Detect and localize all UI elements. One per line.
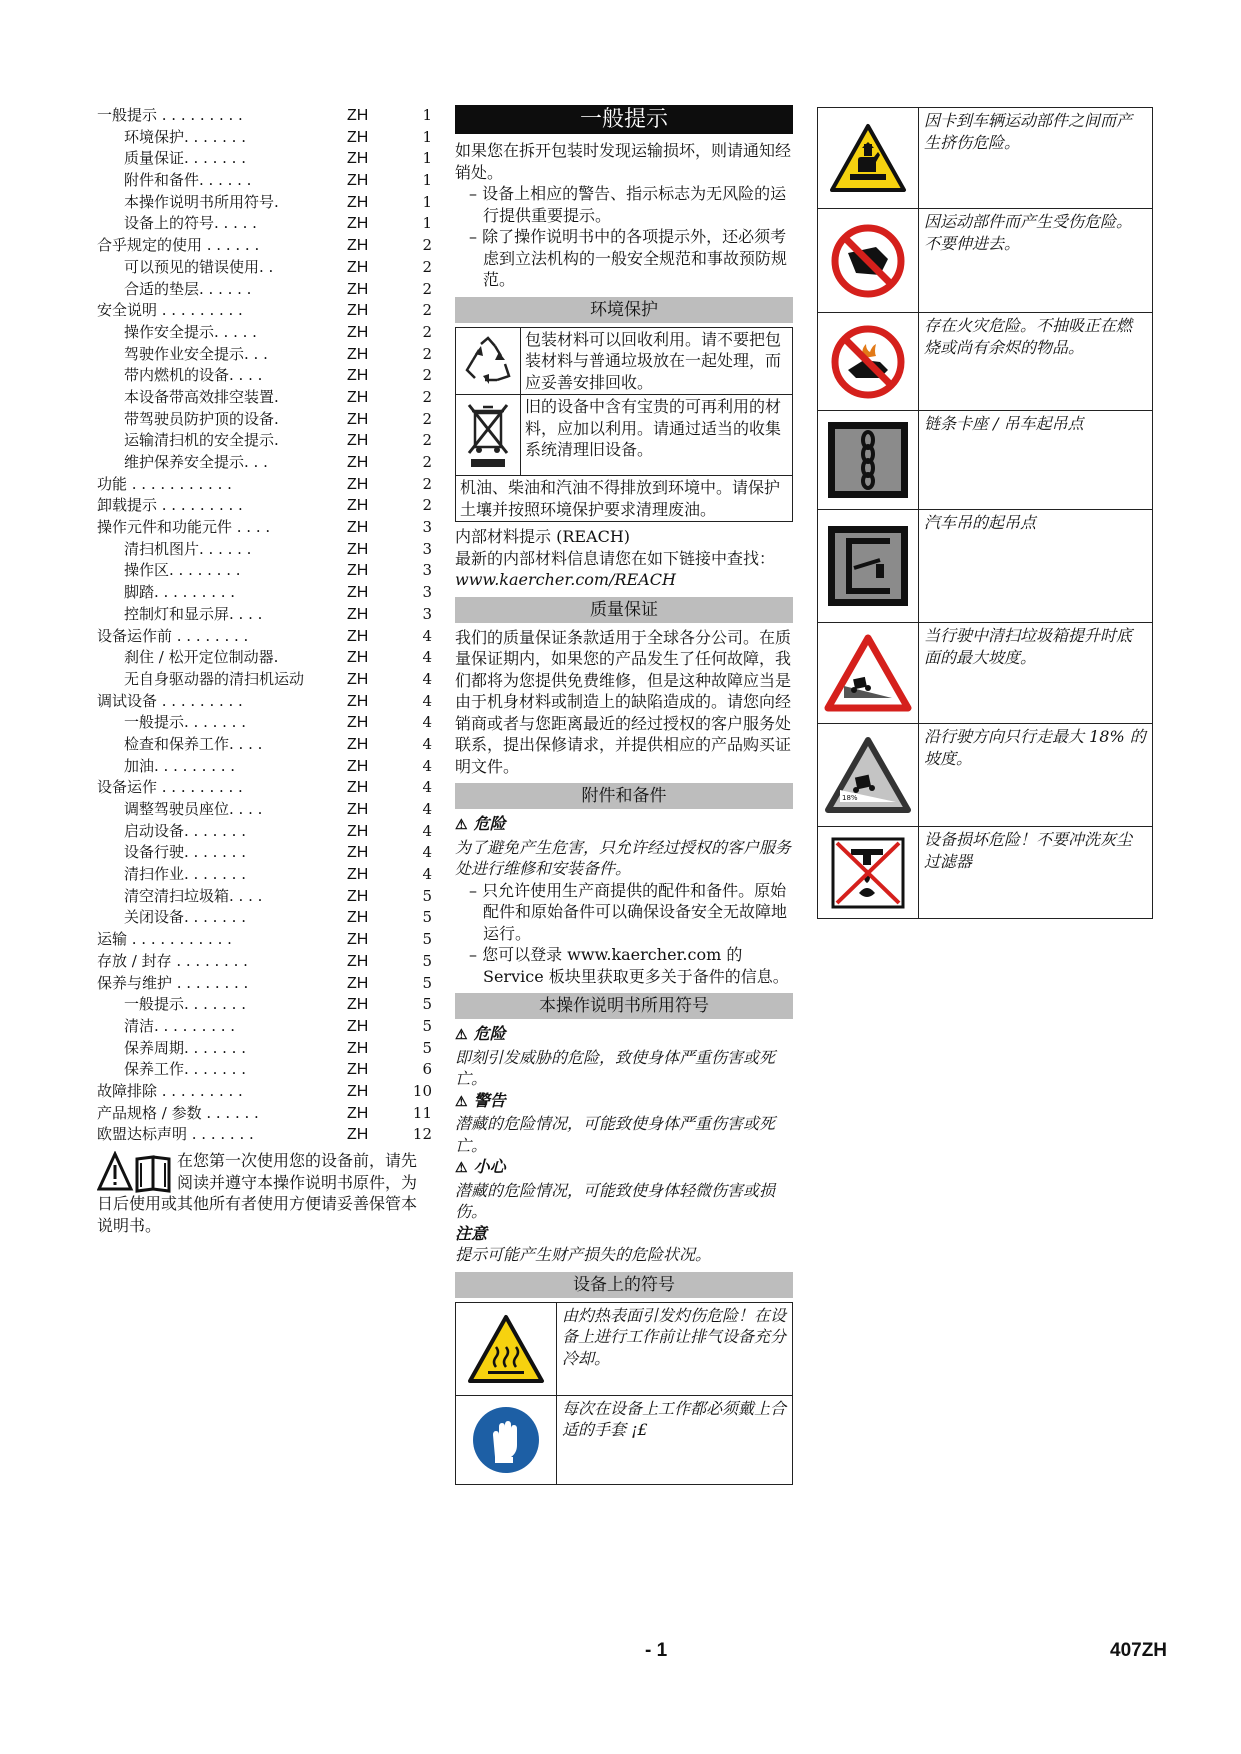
read-manual-note: 在您第一次使用您的设备前，请先阅读并遵守本操作说明书原件，为日后使用或其他所有者使用方便请妥善保管本说明书。 xyxy=(97,1151,418,1235)
toc-lang: ZH xyxy=(347,605,369,623)
toc-page: 1 xyxy=(422,192,432,211)
toc-lang: ZH xyxy=(347,302,369,320)
toc-lang: ZH xyxy=(347,931,369,949)
toc-title: 调整驾驶员座位. . . . xyxy=(124,800,263,818)
svg-text:18%: 18% xyxy=(842,794,858,802)
toc-title: 保养与维护 . . . . . . . . xyxy=(97,973,249,992)
symbol-row xyxy=(456,1303,792,1396)
toc-title: 启动设备. . . . . . . xyxy=(124,821,246,840)
symbol-row xyxy=(818,827,1152,918)
symbol-row xyxy=(818,313,1152,411)
toc-page: 1 xyxy=(422,171,432,190)
toc-page: 5 xyxy=(422,973,432,992)
section-title-accessories: 附件和备件 xyxy=(455,783,793,809)
toc-page: 2 xyxy=(422,409,432,428)
toc-page: 2 xyxy=(422,431,432,450)
toc-title: 设备行驶. . . . . . . xyxy=(124,843,246,862)
symbol-text: 沿行驶方向只行走最大 18% 的坡度。 xyxy=(924,727,1146,768)
toc-entry[interactable] xyxy=(97,257,432,279)
symbol-text: 潜藏的危险情况，可能致使身体轻微伤害或损伤。 xyxy=(455,1180,776,1221)
symbol-row xyxy=(456,1396,792,1484)
toc-title: 设备上的符号. . . . . xyxy=(124,214,257,233)
toc-title: 脚踏. . . . . . . . . xyxy=(124,583,236,602)
no-reaching-in-icon xyxy=(830,223,906,299)
toc-entry[interactable] xyxy=(97,821,432,843)
hot-surface-warning-icon xyxy=(466,1313,546,1385)
accessories-bullet: – 只允许使用生产商提供的配件和备件。原始配件和原始备件可以确保设备安全无故障地运行。 xyxy=(469,880,788,943)
toc-page: 2 xyxy=(422,236,432,255)
toc-lang: ZH xyxy=(347,540,369,558)
toc-lang: ZH xyxy=(347,1039,369,1057)
general-bullet: – 设备上相应的警告、指示标志为无风险的运行提供重要提示。 xyxy=(469,184,787,225)
toc-page: 3 xyxy=(422,604,432,623)
toc-title: 可以预见的错误使用. . xyxy=(124,257,274,276)
toc-page: 4 xyxy=(422,691,432,710)
toc-lang: ZH xyxy=(347,844,369,862)
toc-entry[interactable] xyxy=(97,973,432,995)
toc-page: 5 xyxy=(422,930,432,949)
toc-entry[interactable] xyxy=(97,409,432,431)
toc-page: 4 xyxy=(422,865,432,884)
toc-page: 2 xyxy=(422,366,432,385)
toc-lang: ZH xyxy=(347,475,369,493)
environment-row xyxy=(456,395,792,476)
symbol-text: 潜藏的危险情况，可能致使身体严重伤害或死亡。 xyxy=(455,1114,776,1155)
toc-lang: ZH xyxy=(347,1126,369,1144)
toc-lang: ZH xyxy=(347,367,369,385)
symbol-row xyxy=(818,724,1152,827)
toc-title: 操作区. . . . . . . . xyxy=(124,561,241,580)
toc-page: 5 xyxy=(422,886,432,905)
toc-title: 一般提示. . . . . . . xyxy=(124,713,246,732)
right-symbols-column xyxy=(817,107,1153,919)
symbol-text: 链条卡座 / 吊车起吊点 xyxy=(924,414,1084,433)
toc-page: 12 xyxy=(412,1125,432,1144)
symbol-text: 即刻引发威胁的危险，致使身体严重伤害或死亡。 xyxy=(455,1047,776,1088)
toc-page: 2 xyxy=(422,344,432,363)
toc-page: 4 xyxy=(422,843,432,862)
toc-lang: ZH xyxy=(347,410,369,428)
symbol-row xyxy=(818,411,1152,510)
toc-lang: ZH xyxy=(347,779,369,797)
toc-entry[interactable] xyxy=(97,647,432,669)
toc-lang: ZH xyxy=(347,974,369,992)
symbol-label-warning: ⚠ 警告 xyxy=(455,1090,506,1110)
warning-triangle-icon: ⚠ xyxy=(455,1160,468,1176)
toc-page: 3 xyxy=(422,561,432,580)
toc-lang: ZH xyxy=(347,584,369,602)
toc-lang: ZH xyxy=(347,215,369,233)
toc-page: 5 xyxy=(422,951,432,970)
reach-title: 内部材料提示 (REACH) xyxy=(455,527,631,546)
warning-triangle-icon: ⚠ xyxy=(455,1027,468,1043)
toc-lang: ZH xyxy=(347,150,369,168)
toc-entry[interactable] xyxy=(97,734,432,756)
toc-entry[interactable] xyxy=(97,322,432,344)
toc-page: 4 xyxy=(422,756,432,775)
toc-entry[interactable] xyxy=(97,495,432,517)
symbol-row xyxy=(818,108,1152,209)
toc-lang: ZH xyxy=(347,1017,369,1035)
toc-lang: ZH xyxy=(347,323,369,341)
symbol-text: 存在火灾危险。不抽吸正在燃烧或尚有余烬的物品。 xyxy=(924,316,1133,357)
toc-lang: ZH xyxy=(347,258,369,276)
toc-title: 运输清扫机的安全提示. xyxy=(124,431,279,450)
toc-page: 11 xyxy=(412,1103,432,1122)
toc-entry[interactable] xyxy=(97,279,432,301)
toc-lang: ZH xyxy=(347,996,369,1014)
toc-lang: ZH xyxy=(347,562,369,580)
toc-entry[interactable] xyxy=(97,864,432,886)
page-number: - 1 xyxy=(645,1640,668,1661)
toc-title: 无自身驱动器的清扫机运动 xyxy=(124,669,305,688)
toc-lang: ZH xyxy=(347,692,369,710)
chain-anchor-icon xyxy=(826,420,910,500)
toc-entry[interactable] xyxy=(97,582,432,604)
toc-entry[interactable] xyxy=(97,365,432,387)
toc-page: 2 xyxy=(422,322,432,341)
toc-title: 一般提示. . . . . . . xyxy=(124,995,246,1014)
environment-text: 旧的设备中含有宝贵的可再利用的材料，应加以利用。请通过适当的收集系统清理旧设备。 xyxy=(525,397,782,459)
toc-page: 2 xyxy=(422,387,432,406)
toc-lang: ZH xyxy=(347,454,369,471)
symbol-text: 由灼热表面引发灼伤危险！在设备上进行工作前让排气设备充分冷却。 xyxy=(562,1305,787,1368)
table-of-contents xyxy=(97,105,432,1236)
symbol-label-caution: ⚠ 小心 xyxy=(455,1157,506,1176)
toc-entry[interactable] xyxy=(97,626,432,648)
toc-entry[interactable] xyxy=(97,517,432,539)
symbol-row xyxy=(818,209,1152,313)
symbol-label-danger: ⚠ 危险 xyxy=(455,1024,506,1043)
general-intro: 如果您在拆开包装时发现运输损坏，则请通知经销处。 xyxy=(455,141,792,182)
toc-lang: ZH xyxy=(347,887,369,905)
toc-lang: ZH xyxy=(347,735,369,753)
toc-title: 欧盟达标声明 . . . . . . . xyxy=(97,1125,254,1144)
symbol-text: 汽车吊的起吊点 xyxy=(924,513,1037,532)
toc-title: 产品规格 / 参数 . . . . . . xyxy=(97,1103,259,1122)
warning-triangle-icon: ⚠ xyxy=(455,817,468,833)
toc-title: 维护保养安全提示. . . xyxy=(124,453,268,471)
danger-text: 为了避免产生危害，只允许经过授权的客户服务处进行维修和安装备件。 xyxy=(455,837,792,878)
toc-page: 4 xyxy=(422,648,432,667)
toc-title: 保养周期. . . . . . . xyxy=(124,1038,246,1057)
toc-lang: ZH xyxy=(347,714,369,732)
toc-lang: ZH xyxy=(347,388,369,406)
toc-entry[interactable] xyxy=(97,712,432,734)
toc-lang: ZH xyxy=(347,757,369,775)
toc-lang: ZH xyxy=(347,237,369,255)
symbol-text: 因运动部件而产生受伤危险。不要伸进去。 xyxy=(924,212,1133,253)
toc-lang: ZH xyxy=(347,952,369,970)
toc-page: 2 xyxy=(422,301,432,320)
reach-link[interactable]: www.kaercher.com/REACH xyxy=(455,570,676,589)
toc-lang: ZH xyxy=(347,1104,369,1122)
toc-title: 检查和保养工作. . . . xyxy=(124,734,263,753)
symbol-text: 设备损坏危险！不要冲洗灰尘过滤器 xyxy=(924,830,1133,871)
toc-entry[interactable] xyxy=(97,127,432,149)
toc-title: 设备运作前 . . . . . . . . xyxy=(97,626,249,645)
toc-entry[interactable] xyxy=(97,560,432,582)
device-symbols-table-right xyxy=(817,107,1153,919)
toc-entry[interactable] xyxy=(97,1124,432,1146)
toc-lang: ZH xyxy=(347,866,369,884)
toc-entry[interactable] xyxy=(97,929,432,951)
toc-entry[interactable] xyxy=(97,170,432,192)
toc-lang: ZH xyxy=(347,497,369,515)
crossed-bin-icon xyxy=(463,399,513,471)
toc-entry[interactable] xyxy=(97,1081,432,1103)
toc-entry[interactable] xyxy=(97,994,432,1016)
symbol-text: 每次在设备上工作都必须戴上合适的手套 ¡£ xyxy=(562,1398,787,1439)
toc-lang: ZH xyxy=(347,519,369,537)
toc-title: 保养工作. . . . . . . xyxy=(124,1060,246,1079)
toc-title: 加油. . . . . . . . . xyxy=(124,756,236,775)
toc-lang: ZH xyxy=(347,1082,369,1100)
toc-title: 本操作说明书所用符号. xyxy=(124,192,279,211)
toc-title: 设备运作 . . . . . . . . . xyxy=(97,778,243,797)
environment-footer: 机油、柴油和汽油不得排放到环境中。请保护土壤并按照环境保护要求清理废油。 xyxy=(460,478,781,519)
toc-entry[interactable] xyxy=(97,387,432,409)
toc-lang: ZH xyxy=(347,822,369,840)
toc-lang: ZH xyxy=(347,909,369,927)
symbol-text: 因卡到车辆运动部件之间而产生挤伤危险。 xyxy=(924,111,1133,152)
quality-text: 我们的质量保证条款适用于全球各分公司。在质量保证期内，如果您的产品发生了任何故障，我们都将为您提供免费维修，但是这种故障应当是由于机身材料或制造上的缺陷造成的。请您向经销商或者与您距离最近的经过授权的客户服务处联系，提出保修请求，并提供相应的产品购买证明文件。 xyxy=(455,627,792,776)
toc-title: 关闭设备. . . . . . . xyxy=(124,908,246,927)
toc-entry[interactable] xyxy=(97,1016,432,1038)
toc-entry[interactable] xyxy=(97,344,432,366)
toc-title: 调试设备 . . . . . . . . . xyxy=(97,691,243,710)
toc-page: 4 xyxy=(422,626,432,645)
toc-title: 故障排除 . . . . . . . . . xyxy=(97,1081,243,1100)
toc-entry[interactable] xyxy=(97,799,432,821)
toc-lang: ZH xyxy=(347,670,369,688)
toc-entry[interactable] xyxy=(97,777,432,799)
toc-entry[interactable] xyxy=(97,105,432,127)
toc-lang: ZH xyxy=(347,107,369,124)
no-water-filter-icon xyxy=(829,835,907,911)
toc-lang: ZH xyxy=(347,172,369,190)
toc-page: 4 xyxy=(422,821,432,840)
toc-title: 驾驶作业安全提示. . . xyxy=(124,344,268,363)
toc-lang: ZH xyxy=(347,345,369,363)
toc-entry[interactable] xyxy=(97,148,432,170)
toc-title: 环境保护. . . . . . . xyxy=(124,127,246,146)
toc-entry[interactable] xyxy=(97,452,432,474)
toc-entry[interactable] xyxy=(97,756,432,778)
slope-warning-red-icon xyxy=(824,634,912,712)
accessories-bullet: – 您可以登录 www.kaercher.com 的 Service 板块里获取更多关于备件的信息。 xyxy=(469,945,789,986)
symbol-text: 当行驶中清扫垃圾箱提升时底面的最大坡度。 xyxy=(924,626,1133,667)
symbol-text: 提示可能产生财产损失的危险状况。 xyxy=(455,1245,712,1264)
toc-title: 清空清扫垃圾箱. . . . xyxy=(124,886,263,905)
toc-entry[interactable] xyxy=(97,235,432,257)
toc-entry[interactable] xyxy=(97,300,432,322)
toc-page: 1 xyxy=(422,149,432,168)
toc-lang: ZH xyxy=(347,280,369,298)
toc-title: 操作安全提示. . . . . xyxy=(124,322,257,341)
toc-page: 5 xyxy=(422,995,432,1014)
toc-title: 清洁. . . . . . . . . xyxy=(124,1016,236,1035)
toc-title: 质量保证. . . . . . . xyxy=(124,149,246,168)
toc-title: 附件和备件. . . . . . xyxy=(124,171,252,190)
toc-page: 1 xyxy=(422,214,432,233)
toc-entry[interactable] xyxy=(97,691,432,713)
toc-entry[interactable] xyxy=(97,886,432,908)
toc-entry[interactable] xyxy=(97,1059,432,1081)
toc-title: 控制灯和显示屏. . . . xyxy=(124,604,263,623)
danger-label: ⚠ 危险 xyxy=(455,814,506,833)
toc-entry[interactable] xyxy=(97,213,432,235)
toc-page: 2 xyxy=(422,474,432,493)
toc-title: 清扫机图片. . . . . . xyxy=(124,539,252,558)
toc-title: 运输 . . . . . . . . . . . xyxy=(97,930,232,949)
toc-title: 本设备带高效排空装置. xyxy=(124,387,279,406)
toc-lang: ZH xyxy=(347,128,369,146)
toc-page: 2 xyxy=(422,453,432,471)
toc-title: 带驾驶员防护顶的设备. xyxy=(124,409,279,428)
toc-title: 带内燃机的设备. . . . xyxy=(124,366,263,385)
toc-page: 4 xyxy=(422,800,432,818)
symbol-row xyxy=(818,623,1152,724)
toc-title: 刹住 / 松开定位制动器. xyxy=(124,648,279,667)
toc-lang: ZH xyxy=(347,432,369,450)
toc-page: 10 xyxy=(412,1081,432,1100)
section-title-environment: 环境保护 xyxy=(455,297,793,323)
section-title-device-symbols: 设备上的符号 xyxy=(455,1272,793,1298)
no-burning-material-icon xyxy=(830,324,906,400)
toc-lang: ZH xyxy=(347,1061,369,1079)
toc-title: 存放 / 封存 . . . . . . . . xyxy=(97,951,248,970)
toc-entry[interactable] xyxy=(97,907,432,929)
recycle-icon xyxy=(461,334,515,388)
general-bullet: – 除了操作说明书中的各项提示外，还必须考虑到立法机构的一般安全规范和事故预防规范。 xyxy=(469,227,788,289)
toc-entry[interactable] xyxy=(97,669,432,691)
toc-page: 4 xyxy=(422,734,432,753)
warning-manual-icon xyxy=(97,1151,175,1193)
toc-entry[interactable] xyxy=(97,842,432,864)
environment-text: 包装材料可以回收利用。请不要把包装材料与普通垃圾放在一起处理，而应妥善安排回收。 xyxy=(525,329,782,392)
section-title-general: 一般提示 xyxy=(455,105,793,134)
document-code: 407ZH xyxy=(1110,1640,1168,1661)
crush-hand-warning-icon xyxy=(828,122,908,194)
toc-entry[interactable] xyxy=(97,1038,432,1060)
toc-page: 3 xyxy=(422,518,432,537)
device-symbols-table xyxy=(455,1302,793,1485)
environment-row xyxy=(456,328,792,396)
toc-list xyxy=(97,105,432,1146)
toc-page: 2 xyxy=(422,496,432,515)
environment-table xyxy=(455,327,793,523)
toc-page: 4 xyxy=(422,713,432,732)
toc-title: 安全说明 . . . . . . . . . xyxy=(97,301,243,320)
gloves-mandatory-icon xyxy=(471,1405,541,1475)
main-column xyxy=(455,105,793,1485)
toc-title: 合适的垫层. . . . . . xyxy=(124,279,252,298)
toc-title: 合乎规定的使用 . . . . . . xyxy=(97,236,260,255)
section-title-quality: 质量保证 xyxy=(455,597,793,623)
toc-page: 5 xyxy=(422,1016,432,1035)
toc-entry[interactable] xyxy=(97,539,432,561)
toc-title: 一般提示 . . . . . . . . . xyxy=(97,106,243,124)
toc-lang: ZH xyxy=(347,627,369,645)
toc-page: 3 xyxy=(422,583,432,602)
section-title-manual-symbols: 本操作说明书所用符号 xyxy=(455,993,793,1019)
toc-title: 功能 . . . . . . . . . . . xyxy=(97,474,232,493)
toc-page: 4 xyxy=(422,669,432,688)
toc-lang: ZH xyxy=(347,801,369,818)
toc-title: 卸载提示 . . . . . . . . . xyxy=(97,496,243,515)
toc-title: 清扫作业. . . . . . . xyxy=(124,865,246,884)
toc-page: 3 xyxy=(422,539,432,558)
toc-page: 2 xyxy=(422,257,432,276)
toc-entry[interactable] xyxy=(97,474,432,496)
toc-entry[interactable] xyxy=(97,1103,432,1125)
slope-warning-18-icon xyxy=(824,736,912,814)
warning-triangle-icon: ⚠ xyxy=(455,1093,468,1110)
toc-lang: ZH xyxy=(347,649,369,667)
toc-entry[interactable] xyxy=(97,951,432,973)
reach-text: 最新的内部材料信息请您在如下链接中查找： xyxy=(455,548,776,568)
toc-title: 操作元件和功能元件 . . . . xyxy=(97,518,271,537)
toc-entry[interactable] xyxy=(97,604,432,626)
crane-lift-point-icon xyxy=(826,524,910,608)
toc-entry[interactable] xyxy=(97,430,432,452)
toc-entry[interactable] xyxy=(97,192,432,214)
toc-lang: ZH xyxy=(347,193,369,211)
symbol-label-notice: 注意 xyxy=(455,1223,488,1243)
toc-page: 2 xyxy=(422,279,432,298)
toc-page: 4 xyxy=(422,778,432,797)
toc-page: 1 xyxy=(422,127,432,146)
toc-page: 6 xyxy=(422,1060,432,1079)
toc-page: 5 xyxy=(422,1038,432,1057)
toc-page: 1 xyxy=(422,106,432,124)
symbol-row xyxy=(818,510,1152,623)
toc-page: 5 xyxy=(422,908,432,927)
